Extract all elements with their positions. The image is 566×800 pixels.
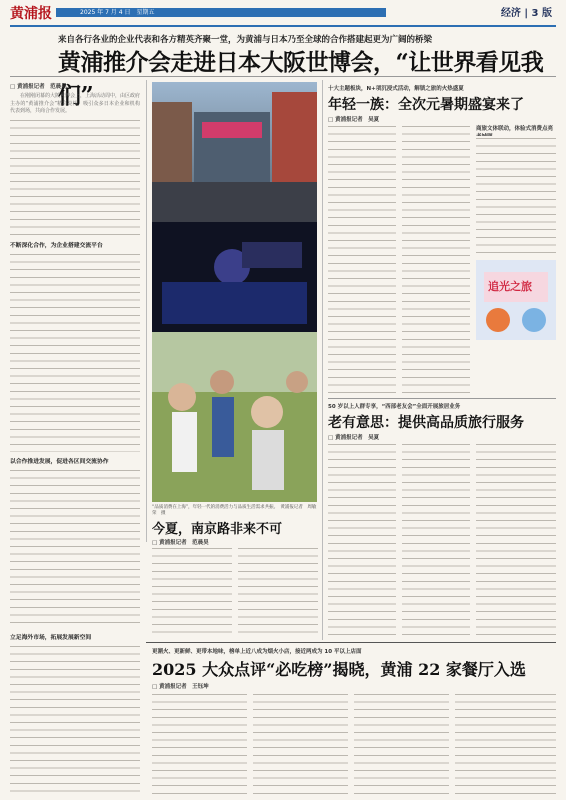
body-text-block — [476, 442, 556, 638]
section-rule — [146, 642, 556, 643]
poster-title: 追光之旅 — [488, 280, 532, 293]
mascot-poster-image — [476, 260, 556, 340]
column-divider — [146, 80, 147, 542]
nanjing-road-byline: □ 黄浦报记者 范晨昊 — [152, 540, 209, 546]
street-scene-image — [152, 82, 317, 502]
main-intro: 在刚刚闭幕的大阪世博会上，上海活动周中，由区政府主办的“黄浦推介会”精彩亮相，吸引众多日本企业和机构代表到场，共商合作发展。 — [10, 93, 140, 115]
body-text-block — [402, 124, 470, 394]
main-subhead-1: 不断深化合作，为企业搭建交流平台 — [10, 242, 103, 249]
section-label: 经济 | 3 版 — [500, 8, 552, 19]
body-text-block — [328, 124, 396, 394]
main-subhead-3: 立足海外市场，拓展发展新空间 — [10, 634, 92, 641]
youth-headline: 年轻一族：全次元暑期盛宴来了 — [328, 97, 524, 113]
main-kicker: 来自各行各业的企业代表和各方精英齐聚一堂，为黄浦与日本乃至全球的合作搭建起更为广阔的桥梁 — [58, 35, 433, 45]
body-text-block — [476, 136, 556, 256]
elder-byline: □ 黄浦报记者 吴夏 — [328, 435, 380, 441]
date-line: 2025 年 7 月 4 日 星期五 — [80, 9, 155, 16]
body-text-block — [152, 546, 232, 634]
body-text-block — [10, 252, 140, 452]
bichi-kicker: 更潮火、更新鲜、更带本地味，榜单上近八成为烟火小店，接近两成为 10 平以上店面 — [152, 649, 362, 655]
body-text-block — [402, 442, 470, 638]
photo-caption: “品质消费在上海”，年轻一代的消费活力与品质生活需求共振。 黄浦报记者 周敏荣 摄 — [152, 505, 317, 516]
bichi-headline: 2025 大众点评“必吃榜”揭晓，黄浦 22 家餐厅入选 — [152, 660, 526, 679]
main-subhead-2: 以合作推进发展，促进各区间交流协作 — [10, 458, 109, 465]
masthead-rule — [10, 25, 556, 27]
youth-byline: □ 黄浦报记者 吴夏 — [328, 117, 380, 123]
nanjing-road-headline: 今夏，南京路非来不可 — [152, 522, 283, 537]
section-rule — [328, 398, 556, 399]
headline-rule — [10, 76, 556, 77]
body-text-block — [10, 118, 140, 236]
poster-photo — [476, 260, 556, 340]
body-text-block — [253, 692, 348, 796]
elder-headline: 老有意思：提供高品质旅行服务 — [328, 415, 524, 431]
youth-kicker: 十大主题板块，N+项沉浸式活动，解锁之旅的火热盛夏 — [328, 86, 464, 92]
body-text-block — [354, 692, 449, 796]
main-article — [10, 80, 140, 798]
column-divider — [322, 80, 323, 640]
main-headline: 黄浦推介会走进日本大阪世博会，“让世界看见我们” — [58, 49, 544, 109]
bichi-byline: □ 黄浦报记者 王钰坤 — [152, 684, 209, 690]
body-text-block — [10, 468, 140, 628]
body-text-block — [238, 546, 318, 634]
body-text-block — [455, 692, 556, 796]
elder-kicker: 50 岁以上人群专享，“西部老友会”全面开展旅居业务 — [328, 404, 461, 410]
body-text-block — [10, 644, 140, 794]
newspaper-logo: 黄浦报 — [10, 6, 52, 22]
main-byline: □ 黄浦报记者 范晨昊 — [10, 84, 67, 90]
body-text-block — [328, 442, 396, 638]
body-text-block — [152, 692, 247, 796]
youth-subhead: 商旅文体联动，体验式消费点亮 — [476, 126, 554, 132]
nanjing-road-photo — [152, 82, 317, 502]
